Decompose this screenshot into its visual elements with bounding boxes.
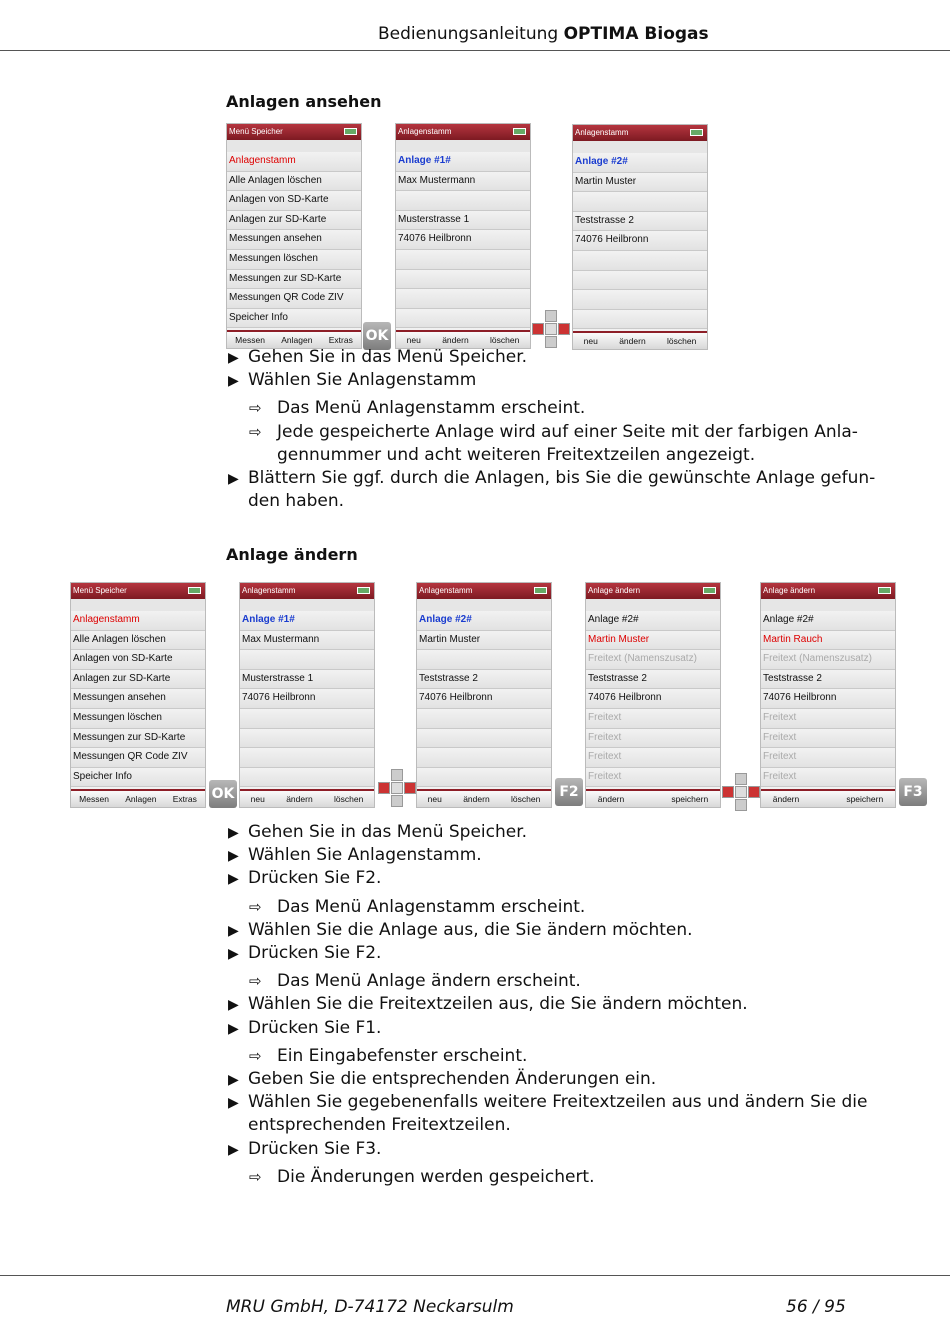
action-step (228, 1138, 381, 1162)
action-step (228, 1091, 867, 1115)
screen-title: Anlagenstamm (575, 128, 629, 137)
screen-menu-row (573, 251, 707, 271)
screen-menu-row: Martin Muster (586, 631, 720, 651)
function-key-label: löschen (334, 794, 364, 804)
function-key-label: ändern (463, 794, 490, 804)
arrow-keys-icon (378, 769, 416, 807)
screen-menu-row (396, 289, 530, 309)
device-screen (572, 124, 708, 350)
screen-menu-row: Teststrasse 2 (573, 212, 707, 232)
screen-title: Menü Speicher (229, 127, 283, 136)
header-title: Bedienungsanleitung (378, 24, 564, 44)
function-key-label: ändern (772, 794, 800, 804)
screen-menu-row (396, 309, 530, 329)
result-step (249, 421, 858, 444)
battery-icon (534, 587, 547, 594)
screen-menu-row: Freitext (761, 748, 895, 768)
screen-title: Anlagenstamm (398, 127, 452, 136)
screen-menu-row: Anlagen von SD-Karte (227, 191, 361, 211)
action-arrow-icon: ▶ (228, 350, 239, 366)
action-step-continuation (248, 490, 344, 513)
action-arrow-icon: ▶ (228, 471, 239, 487)
action-arrow-icon: ▶ (228, 997, 239, 1014)
section-heading-anlagen-ansehen: Anlagen ansehen (226, 92, 382, 111)
screen-menu-row (573, 310, 707, 330)
screen-menu-row: Freitext (Namenszusatz) (761, 650, 895, 670)
action-arrow-icon: ▶ (228, 1141, 239, 1158)
screen-menu-row: Messungen QR Code ZIV (227, 289, 361, 309)
function-key-label: löschen (667, 336, 697, 346)
function-key-label: Anlagen (281, 335, 313, 345)
screen-menu-row: Messungen ansehen (71, 689, 205, 709)
section-heading-anlage-aendern: Anlage ändern (226, 545, 358, 564)
step-text: Wählen Sie die Freitextzeilen aus, die Sie ändern möchten. (248, 994, 748, 1015)
header-rule (0, 50, 950, 51)
device-screen (395, 123, 531, 349)
battery-icon (690, 129, 703, 136)
screen-menu-row (417, 729, 551, 749)
screen-title: Anlage ändern (763, 586, 816, 595)
screen-menu-row: Freitext (586, 768, 720, 788)
screen-menu-row: Musterstrasse 1 (396, 211, 530, 231)
screen-menu-row: 74076 Heilbronn (240, 689, 374, 709)
screen-menu-row (240, 650, 374, 670)
step-text: Drücken Sie F2. (248, 868, 382, 889)
header-product: OPTIMA Biogas (563, 24, 709, 44)
function-key-label: speichern (671, 794, 709, 804)
footer-page-number: 56 / 95 (786, 1297, 846, 1317)
screen-menu-row: Freitext (761, 768, 895, 788)
screen-menu-row (417, 768, 551, 788)
action-step-continuation (248, 1114, 511, 1137)
result-step (249, 1045, 527, 1068)
screen-menu-row: Messungen zur SD-Karte (71, 729, 205, 749)
screen-title: Anlagenstamm (242, 586, 296, 595)
action-step (228, 1017, 381, 1041)
result-arrow-icon: ⇨ (249, 422, 262, 441)
step-text: Gehen Sie in das Menü Speicher. (248, 347, 528, 367)
function-key-bar (761, 789, 895, 807)
screen-menu-row (573, 192, 707, 212)
screen-menu-row: Max Mustermann (240, 631, 374, 651)
device-screen (416, 582, 552, 808)
screen-menu-row: Martin Rauch (761, 631, 895, 651)
f2-key-icon: F2 (555, 778, 583, 806)
screen-menu-row: Musterstrasse 1 (240, 670, 374, 690)
battery-icon (878, 587, 891, 594)
screen-menu-row: Messungen QR Code ZIV (71, 748, 205, 768)
screen-menu-row: Anlagenstamm (71, 611, 205, 631)
function-key-label: löschen (490, 335, 520, 345)
action-arrow-icon: ▶ (228, 825, 239, 841)
step-text: Wählen Sie Anlagenstamm. (248, 845, 482, 866)
step-text: Das Menü Anlage ändern erscheint. (277, 971, 581, 992)
step-text: Gehen Sie in das Menü Speicher. (248, 822, 528, 842)
step-text: Drücken Sie F2. (248, 943, 382, 963)
screen-title-bar (240, 583, 374, 599)
screen-menu-row: Messungen löschen (227, 250, 361, 270)
screen-menu-row: Teststrasse 2 (417, 670, 551, 690)
action-step (228, 844, 482, 868)
result-arrow-icon: ⇨ (249, 1167, 262, 1186)
screen-menu-row: 74076 Heilbronn (586, 689, 720, 709)
action-step (228, 942, 381, 966)
battery-icon (188, 587, 201, 594)
result-step-continuation (277, 444, 755, 467)
function-key-label: Extras (172, 794, 197, 804)
screen-menu-row: Anlage #1# (240, 611, 374, 631)
result-step (249, 1166, 595, 1189)
screen-title: Menü Speicher (73, 586, 127, 595)
screen-title-bar (71, 583, 205, 599)
function-key-label: neu (427, 794, 442, 804)
function-key-label: Extras (328, 335, 353, 345)
screen-title-bar (761, 583, 895, 599)
step-text: Ein Eingabefenster erscheint. (277, 1045, 528, 1066)
function-key-label: löschen (511, 794, 541, 804)
function-key-label: ändern (619, 336, 646, 346)
screen-menu-row: Speicher Info (227, 309, 361, 329)
screen-menu-row (573, 290, 707, 310)
step-text: Drücken Sie F3. (248, 1138, 382, 1159)
screen-title-bar (573, 125, 707, 141)
step-text: Geben Sie die entsprechenden Änderungen ein. (248, 1069, 657, 1089)
function-key-label: neu (583, 336, 598, 346)
screen-menu-row: Teststrasse 2 (586, 670, 720, 690)
step-text: entsprechenden Freitextzeilen. (248, 1115, 511, 1136)
result-arrow-icon: ⇨ (249, 399, 262, 418)
action-step (228, 1068, 656, 1092)
screen-menu-row: Teststrasse 2 (761, 670, 895, 690)
screen-menu-row (417, 748, 551, 768)
device-screen (239, 582, 375, 808)
action-step (228, 993, 748, 1017)
screen-menu-row (240, 729, 374, 749)
step-text: Drücken Sie F1. (248, 1017, 382, 1038)
screen-menu-row: Anlage #2# (761, 611, 895, 631)
action-step (228, 821, 527, 845)
action-step (228, 467, 875, 491)
function-key-bar (417, 789, 551, 807)
screen-title-bar (586, 583, 720, 599)
result-arrow-icon: ⇨ (249, 1046, 262, 1065)
step-text: Wählen Sie gegebenenfalls weitere Freitextzeilen aus und ändern Sie die (248, 1092, 868, 1113)
screen-menu-row: 74076 Heilbronn (396, 230, 530, 250)
screen-menu-row (573, 271, 707, 291)
battery-icon (344, 128, 357, 135)
function-key-bar (240, 789, 374, 807)
screen-menu-row: Alle Anlagen löschen (71, 631, 205, 651)
step-text: Blättern Sie ggf. durch die Anlagen, bis Sie die gewünschte Anlage gefun- (248, 468, 876, 488)
step-text: Die Änderungen werden gespeichert. (277, 1166, 595, 1187)
screen-menu-row: 74076 Heilbronn (417, 689, 551, 709)
screen-menu-row (240, 748, 374, 768)
function-key-label: Anlagen (125, 794, 157, 804)
screen-menu-row: Anlage #2# (586, 611, 720, 631)
screen-menu-row: Alle Anlagen löschen (227, 172, 361, 192)
step-text: Jede gespeicherte Anlage wird auf einer Seite mit der farbigen Anla- (277, 421, 858, 442)
function-key-label: neu (406, 335, 421, 345)
function-key-bar (586, 789, 720, 807)
screen-menu-row: Speicher Info (71, 768, 205, 788)
screen-title-bar (417, 583, 551, 599)
result-arrow-icon: ⇨ (249, 897, 262, 916)
footer-rule (0, 1275, 950, 1276)
screen-menu-row: Messungen löschen (71, 709, 205, 729)
device-screen (226, 123, 362, 349)
result-step (249, 970, 581, 993)
function-key-label: ändern (286, 794, 313, 804)
action-arrow-icon: ▶ (228, 946, 239, 962)
action-step (228, 369, 476, 393)
screen-menu-row (240, 709, 374, 729)
action-step (228, 919, 693, 943)
ok-key-icon: OK (363, 322, 391, 350)
screen-menu-row (240, 768, 374, 788)
action-arrow-icon: ▶ (228, 1095, 239, 1112)
result-step (249, 896, 585, 919)
screen-menu-row: Anlagen zur SD-Karte (71, 670, 205, 690)
screen-menu-row: Anlagen von SD-Karte (71, 650, 205, 670)
screen-title-bar (396, 124, 530, 140)
screen-menu-row: Anlage #1# (396, 152, 530, 172)
battery-icon (357, 587, 370, 594)
device-screen (585, 582, 721, 808)
screen-menu-row: Freitext (586, 748, 720, 768)
function-key-label: Messen (79, 794, 109, 804)
step-text: Das Menü Anlagenstamm erscheint. (277, 398, 586, 419)
result-step (249, 397, 585, 420)
arrow-keys-icon (532, 310, 570, 348)
screen-menu-row (396, 250, 530, 270)
screen-menu-row: Max Mustermann (396, 172, 530, 192)
function-key-label: ändern (442, 335, 469, 345)
screen-title-bar (227, 124, 361, 140)
screen-menu-row: Anlagenstamm (227, 152, 361, 172)
step-text: den haben. (248, 491, 345, 512)
screen-menu-row: Freitext (761, 709, 895, 729)
screen-menu-row (417, 709, 551, 729)
action-step (228, 346, 527, 370)
function-key-bar (71, 789, 205, 807)
battery-icon (703, 587, 716, 594)
action-arrow-icon: ▶ (228, 373, 239, 390)
screen-menu-row: Martin Muster (573, 173, 707, 193)
battery-icon (513, 128, 526, 135)
screen-menu-row: Anlage #2# (573, 153, 707, 173)
function-key-label: neu (250, 794, 265, 804)
device-screen (70, 582, 206, 808)
action-arrow-icon: ▶ (228, 1072, 239, 1088)
result-arrow-icon: ⇨ (249, 972, 262, 991)
footer-company: MRU GmbH, D-74172 Neckarsulm (226, 1297, 514, 1317)
function-key-bar (573, 331, 707, 349)
screen-menu-row: Freitext (586, 709, 720, 729)
action-arrow-icon: ▶ (228, 871, 239, 888)
ok-key-icon: OK (209, 780, 237, 808)
screen-menu-row: Freitext (Namenszusatz) (586, 650, 720, 670)
screen-menu-row: Messungen zur SD-Karte (227, 270, 361, 290)
screen-menu-row: Martin Muster (417, 631, 551, 651)
step-text: Wählen Sie die Anlage aus, die Sie ändern möchten. (248, 919, 693, 940)
screen-menu-row: 74076 Heilbronn (761, 689, 895, 709)
screen-menu-row: Freitext (586, 729, 720, 749)
screen-title: Anlage ändern (588, 586, 641, 595)
function-key-label: ändern (597, 794, 625, 804)
f3-key-icon: F3 (899, 778, 927, 806)
function-key-label: speichern (846, 794, 884, 804)
device-screen (760, 582, 896, 808)
action-step (228, 867, 381, 891)
action-arrow-icon: ▶ (228, 1020, 239, 1037)
page-header (378, 24, 709, 44)
screen-menu-row (417, 650, 551, 670)
screen-menu-row: Anlage #2# (417, 611, 551, 631)
action-arrow-icon: ▶ (228, 848, 239, 865)
screen-menu-row: Anlagen zur SD-Karte (227, 211, 361, 231)
screen-title: Anlagenstamm (419, 586, 473, 595)
screen-menu-row: Freitext (761, 729, 895, 749)
screen-menu-row: 74076 Heilbronn (573, 231, 707, 251)
action-arrow-icon: ▶ (228, 922, 239, 939)
arrow-keys-icon (722, 773, 760, 811)
function-key-label: Messen (235, 335, 265, 345)
screen-menu-row (396, 191, 530, 211)
screen-menu-row: Messungen ansehen (227, 230, 361, 250)
screen-menu-row (396, 270, 530, 290)
step-text: gennummer und acht weiteren Freitextzeilen angezeigt. (277, 444, 756, 465)
step-text: Das Menü Anlagenstamm erscheint. (277, 896, 586, 917)
step-text: Wählen Sie Anlagenstamm (248, 370, 477, 391)
